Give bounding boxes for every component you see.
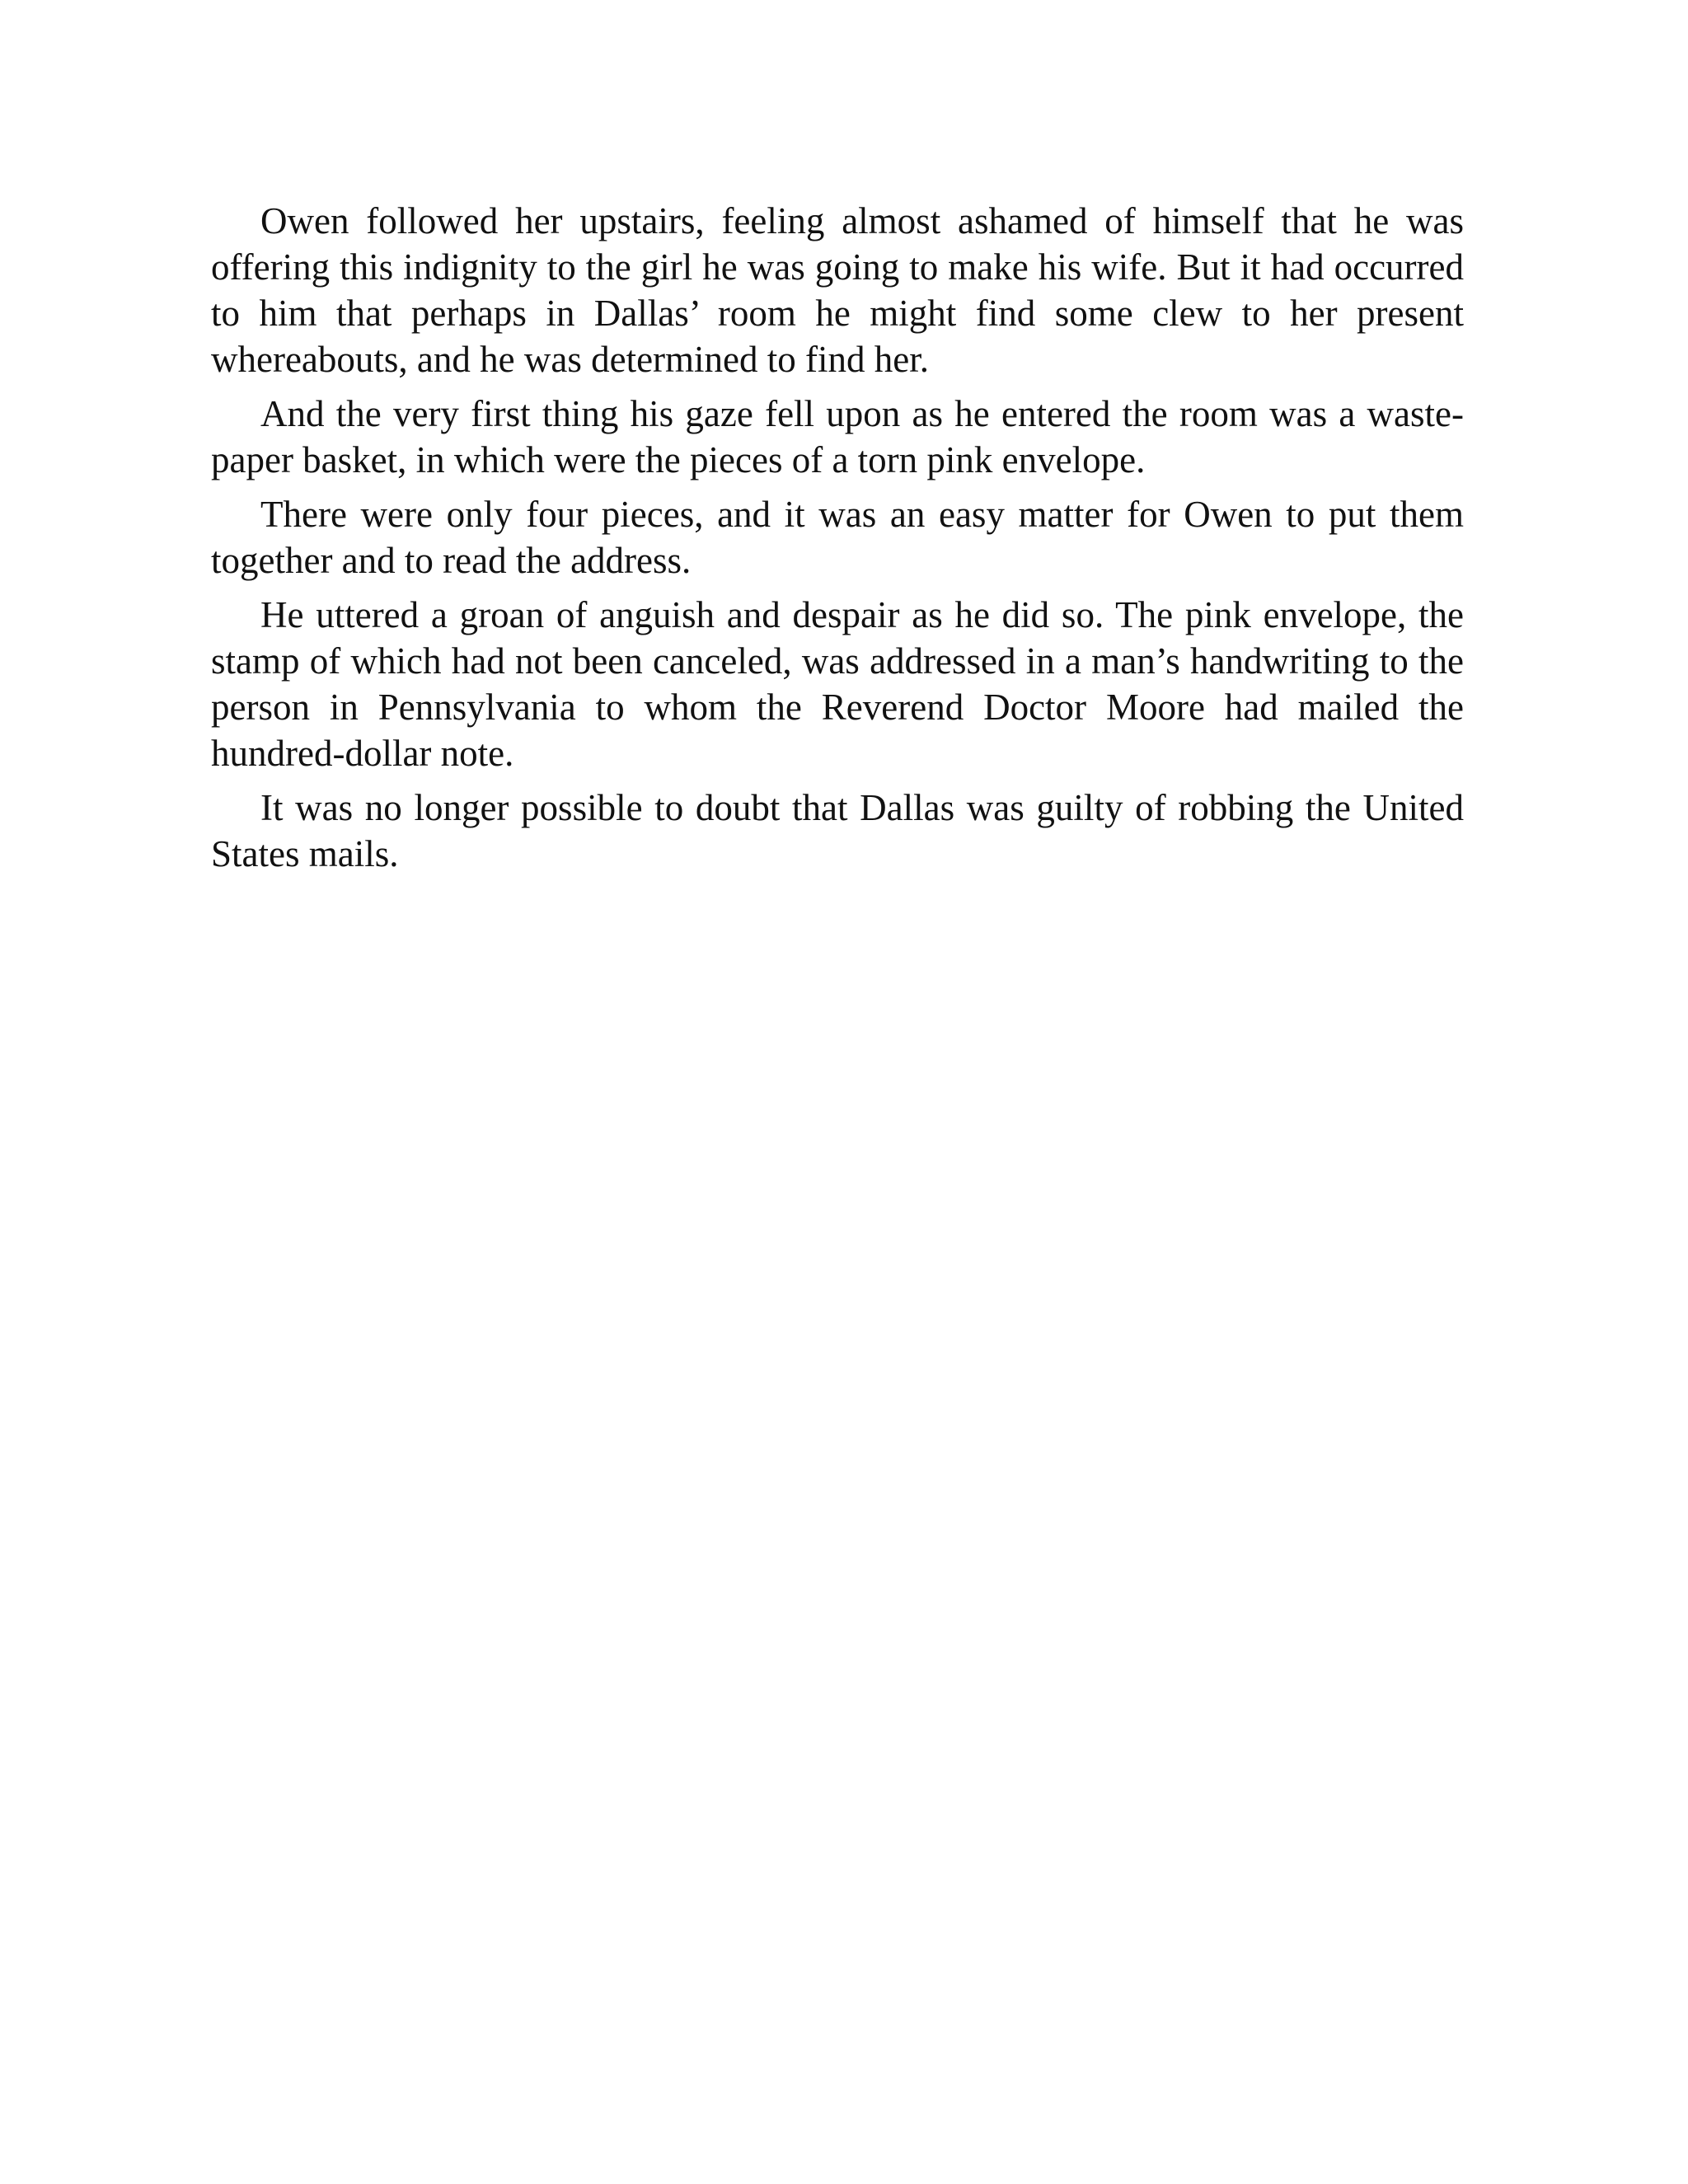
body-text xyxy=(211,198,1464,885)
paragraph-4: He uttered a groan of anguish and despair as he did so. The pink envelope, the stamp of which had not been canceled, was addressed in a man’s handwriting to the person in Pennsylvania to whom the Reverend Doctor Moore had mailed the hundred-dollar note. xyxy=(211,594,1464,774)
paragraph-1: Owen followed her upstairs, feeling almost ashamed of himself that he was offering this indignity to the girl he was going to make his wife. But it had occurred to him that perhaps in Dallas’ room he might find some clew to her present whereabouts, and he was determined to find her. xyxy=(211,200,1464,380)
paragraph-5: It was no longer possible to doubt that Dallas was guilty of robbing the United States mails. xyxy=(211,787,1464,874)
paragraph-2: And the very first thing his gaze fell upon as he entered the room was a waste-paper basket, in which were the pieces of a torn pink envelope. xyxy=(211,393,1464,480)
paragraph-3: There were only four pieces, and it was an easy matter for Owen to put them together and to read the address. xyxy=(211,494,1464,581)
